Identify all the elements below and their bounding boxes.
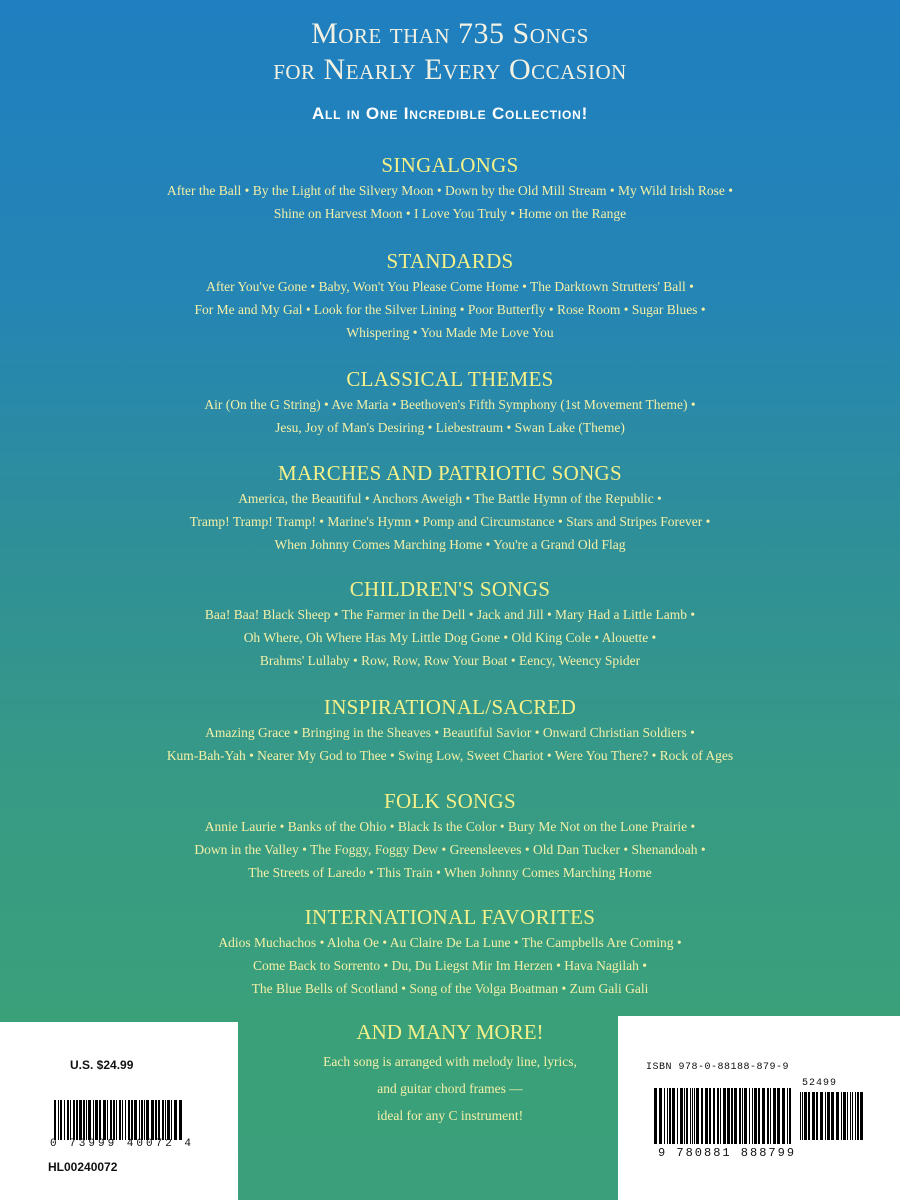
barcode-bar [144, 1100, 145, 1140]
song-line: Jesu, Joy of Man's Desiring • Liebestraum • Swan Lake (Theme) [275, 420, 625, 435]
section-title: INTERNATIONAL FAVORITES [304, 905, 596, 929]
barcode-bar [804, 1092, 807, 1140]
barcode-bar [667, 1088, 668, 1144]
barcode-bar [770, 1088, 771, 1144]
barcode-bar [686, 1088, 688, 1144]
barcode-bar [654, 1088, 657, 1144]
barcode-bar [767, 1088, 769, 1144]
barcode-bar [787, 1088, 788, 1144]
barcode-bar [179, 1100, 182, 1140]
barcode-bar [836, 1092, 839, 1140]
barcode-bar [841, 1092, 842, 1140]
section-classical-themes [40, 366, 860, 438]
barcode-bar [110, 1100, 112, 1140]
song-line: Amazing Grace • Bringing in the Sheaves • Beautiful Savior • Onward Christian Soldiers • [205, 725, 695, 740]
subhead: All in One Incredible Collection! [311, 104, 589, 123]
barcode-bar [83, 1100, 85, 1140]
barcode-bar [125, 1100, 126, 1140]
section-title: MARCHES AND PATRIOTIC SONGS [278, 461, 622, 485]
barcode-bar [789, 1088, 791, 1144]
barcode-bar [713, 1088, 715, 1144]
song-line: Tramp! Tramp! Tramp! • Marine's Hymn • Pomp and Circumstance • Stars and Stripes Forever • [189, 514, 711, 529]
barcode-bar [762, 1088, 765, 1144]
barcode-bar [820, 1092, 823, 1140]
barcode-bar [60, 1100, 62, 1140]
song-line: Kum-Bah-Yah • Nearer My God to Thee • Swing Low, Sweet Chariot • Were You There? • Rock of Ages [166, 748, 734, 763]
barcode-bar [696, 1088, 699, 1144]
barcode-bar [134, 1100, 137, 1140]
ean-digits: 9 780881 888799 [658, 1146, 797, 1160]
barcode-bar [122, 1100, 123, 1140]
barcode-bar [690, 1088, 691, 1144]
barcode-bar [800, 1092, 801, 1140]
headline-line-1: More than 735 Songs [311, 17, 589, 50]
barcode-bar [73, 1100, 75, 1140]
song-line: The Blue Bells of Scotland • Song of the Volga Boatman • Zum Gali Gali [251, 981, 649, 996]
barcode-bar [64, 1100, 65, 1140]
barcode-bar [155, 1100, 157, 1140]
barcode-bar [664, 1088, 665, 1144]
song-line: For Me and My Gal • Look for the Silver Lining • Poor Butterfly • Rose Room • Sugar Blues • [194, 302, 706, 317]
song-line: When Johnny Comes Marching Home • You're a Grand Old Flag [274, 537, 626, 552]
barcode-bar [694, 1088, 695, 1144]
barcode-bar [692, 1088, 693, 1144]
barcode-bar [777, 1088, 780, 1144]
song-line: Shine on Harvest Moon • I Love You Truly • Home on the Range [273, 206, 627, 221]
song-line: Whispering • You Made Me Love You [346, 325, 554, 340]
section-inspirational [40, 694, 860, 766]
barcode-bar [739, 1088, 741, 1144]
song-line: Baa! Baa! Black Sheep • The Farmer in the Dell • Jack and Jill • Mary Had a Little Lamb • [204, 607, 696, 622]
barcode-bar [139, 1100, 140, 1140]
song-line: America, the Beautiful • Anchors Aweigh • The Battle Hymn of the Republic • [238, 491, 662, 506]
barcode-bar [113, 1100, 115, 1140]
barcode-bar [167, 1100, 170, 1140]
section-folk-songs [40, 788, 860, 883]
song-line: Oh Where, Oh Where Has My Little Dog Gone • Old King Cole • Alouette • [243, 630, 657, 645]
song-line: Down in the Valley • The Foggy, Foggy Dew • Greensleeves • Old Dan Tucker • Shenandoah • [194, 842, 706, 857]
barcode-bar [54, 1100, 56, 1140]
barcode-bar [749, 1088, 750, 1144]
section-title: CLASSICAL THEMES [346, 367, 554, 391]
barcode-bar [128, 1100, 130, 1140]
section-title: INSPIRATIONAL/SACRED [323, 695, 577, 719]
barcode-bar [162, 1100, 164, 1140]
barcode-bar [669, 1088, 671, 1144]
barcode-bar [659, 1088, 662, 1144]
barcode-bar [758, 1088, 760, 1144]
barcode-bar [86, 1100, 87, 1140]
barcode-bar [684, 1088, 685, 1144]
section-title: STANDARDS [386, 249, 514, 273]
section-international [40, 904, 860, 999]
barcode-bar [717, 1088, 719, 1144]
upc-barcode-icon [54, 1100, 184, 1140]
song-line: Brahms' Lullaby • Row, Row, Row Your Boat • Eency, Weency Spider [259, 653, 641, 668]
barcode-bar [107, 1100, 108, 1140]
barcode-bar [802, 1092, 803, 1140]
price-upc-box [0, 1022, 238, 1200]
barcode-bar [723, 1088, 726, 1144]
barcode-bar [742, 1088, 743, 1144]
barcode-bar [103, 1100, 106, 1140]
addon-barcode-icon [800, 1092, 864, 1140]
section-singalongs [40, 152, 860, 224]
barcode-bar [812, 1092, 815, 1140]
song-line: The Streets of Laredo • This Train • When Johnny Comes Marching Home [248, 865, 652, 880]
barcode-bar [95, 1100, 98, 1140]
barcode-bar [141, 1100, 143, 1140]
barcode-bar [857, 1092, 859, 1140]
isbn-barcode-icon [654, 1088, 794, 1144]
barcode-bar [171, 1100, 172, 1140]
barcode-bar [731, 1088, 733, 1144]
barcode-bar [773, 1088, 776, 1144]
barcode-bar [847, 1092, 848, 1140]
headline-line-2: for Nearly Every Occasion [273, 53, 627, 86]
song-line: Air (On the G String) • Ave Maria • Beethoven's Fifth Symphony (1st Movement Theme) • [204, 397, 696, 412]
more-line: ideal for any C instrument! [376, 1108, 524, 1123]
barcode-bar [744, 1088, 747, 1144]
song-line: Adios Muchachos • Aloha Oe • Au Claire De La Lune • The Campbells Are Coming • [218, 935, 682, 950]
song-line: Come Back to Sorrento • Du, Du Liegst Mir Im Herzen • Hava Nagilah • [253, 958, 647, 973]
barcode-bar [843, 1092, 846, 1140]
barcode-bar [67, 1100, 69, 1140]
barcode-bar [680, 1088, 683, 1144]
upc-digits: 0 73999 40072 4 [50, 1138, 195, 1150]
item-code: HL00240072 [48, 1160, 118, 1174]
barcode-bar [754, 1088, 757, 1144]
barcode-bar [808, 1092, 810, 1140]
barcode-bar [99, 1100, 101, 1140]
price-label: U.S. $24.99 [70, 1058, 134, 1072]
more-line: Each song is arranged with melody line, lyrics, [323, 1054, 577, 1069]
barcode-bar [88, 1100, 91, 1140]
barcode-bar [93, 1100, 94, 1140]
barcode-bar [827, 1092, 830, 1140]
barcode-bar [79, 1100, 82, 1140]
barcode-bar [151, 1100, 154, 1140]
barcode-bar [734, 1088, 737, 1144]
barcode-bar [825, 1092, 826, 1140]
barcode-bar [727, 1088, 730, 1144]
more-title: AND MANY MORE! [356, 1020, 544, 1044]
barcode-bar [146, 1100, 149, 1140]
barcode-bar [752, 1088, 753, 1144]
section-title: SINGALONGS [381, 153, 519, 177]
barcode-bar [677, 1088, 678, 1144]
isbn-box [618, 1016, 900, 1200]
section-title: CHILDREN'S SONGS [349, 577, 551, 601]
song-line: Annie Laurie • Banks of the Ohio • Black Is the Color • Bury Me Not on the Lone Prairie • [204, 819, 696, 834]
barcode-bar [852, 1092, 853, 1140]
barcode-bar [116, 1100, 117, 1140]
barcode-bar [705, 1088, 708, 1144]
barcode-bar [860, 1092, 863, 1140]
barcode-bar [672, 1088, 675, 1144]
section-childrens-songs [40, 576, 860, 671]
barcode-bar [70, 1100, 71, 1140]
barcode-bar [701, 1088, 703, 1144]
more-line: and guitar chord frames — [377, 1081, 523, 1096]
barcode-bar [165, 1100, 166, 1140]
section-title: FOLK SONGS [384, 789, 516, 813]
barcode-bar [850, 1092, 851, 1140]
and-many-more [280, 1020, 620, 1126]
barcode-bar [782, 1088, 785, 1144]
barcode-bar [174, 1100, 177, 1140]
barcode-bar [158, 1100, 160, 1140]
barcode-bar [855, 1092, 856, 1140]
section-standards [40, 248, 860, 343]
barcode-bar [58, 1100, 59, 1140]
barcode-bar [119, 1100, 121, 1140]
addon-digits: 52499 [802, 1078, 838, 1089]
barcode-bar [76, 1100, 78, 1140]
barcode-bar [709, 1088, 711, 1144]
section-marches [40, 460, 860, 555]
song-line: After You've Gone • Baby, Won't You Please Come Home • The Darktown Strutters' Ball • [206, 279, 694, 294]
song-line: After the Ball • By the Light of the Silvery Moon • Down by the Old Mill Stream • My Wild Irish Rose • [167, 183, 733, 198]
barcode-bar [816, 1092, 818, 1140]
barcode-bar [131, 1100, 133, 1140]
barcode-bar [720, 1088, 721, 1144]
barcode-bar [831, 1092, 834, 1140]
isbn-label: ISBN 978-0-88188-879-9 [646, 1062, 790, 1073]
